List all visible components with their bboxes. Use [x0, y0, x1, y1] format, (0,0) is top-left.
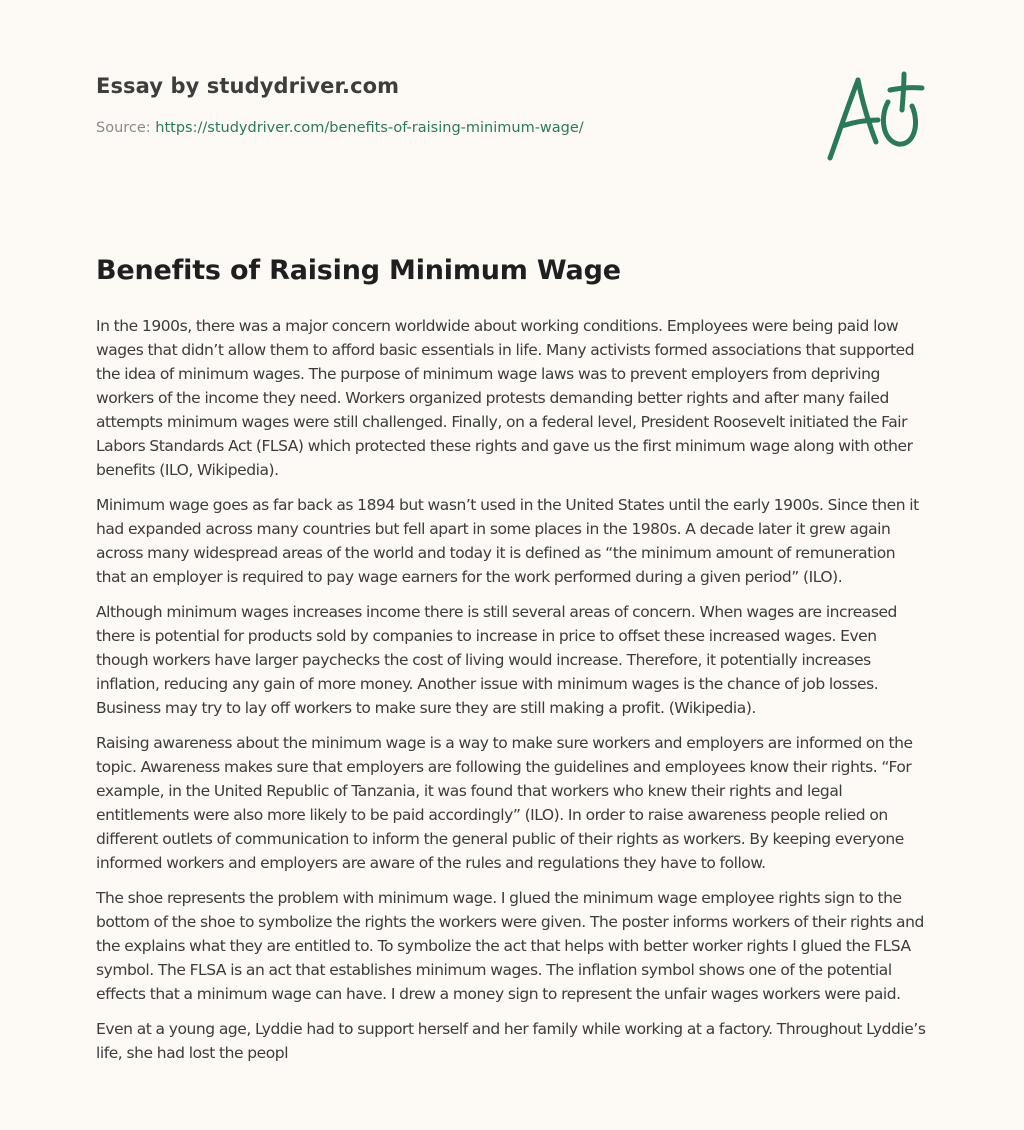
- source-label: Source:: [96, 120, 151, 136]
- paragraph: Even at a young age, Lyddie had to support herself and her family while working at a factory. Throughout Lyddie’s life, she had lost the peopl: [96, 1020, 926, 1062]
- paragraph: Minimum wage goes as far back as 1894 but wasn’t used in the United States until the early 1900s. Since then it had expanded across many countries but fell apart in some places in the 1980s. A decade later it grew again across many widespread areas of the world and today it is defined as “the minimum amount of remuneration that an employer is required to pay wage earners for the work performed during a given period” (ILO).: [96, 496, 919, 586]
- essay-body: [96, 314, 928, 1076]
- paragraph: Although minimum wages increases income there is still several areas of concern. When wages are increased there is potential for products sold by companies to increase in price to offset these increased wages. Even though workers have larger paychecks the cost of living would increase. Therefore, it potentially increases inflation, reducing any gain of more money. Another issue with minimum wages is the chance of job losses. Business may try to lay off workers to make sure they are still making a profit. (Wikipedia).: [96, 603, 897, 717]
- paragraph: In the 1900s, there was a major concern worldwide about working conditions. Employees were being paid low wages that didn’t allow them to afford basic essentials in life. Many activists formed associations that supported the idea of minimum wages. The purpose of minimum wage laws was to prevent employers from depriving workers of the income they need. Workers organized protests demanding better rights and after many failed attempts minimum wages were still challenged. Finally, on a federal level, President Roosevelt initiated the Fair Labors Standards Act (FLSA) which protected these rights and gave us the first minimum wage along with other benefits (ILO, Wikipedia).: [96, 317, 915, 479]
- essay-title: Benefits of Raising Minimum Wage: [96, 255, 621, 286]
- source-link[interactable]: https://studydriver.com/benefits-of-raising-minimum-wage/: [155, 120, 584, 136]
- site-title: Essay by studydriver.com: [96, 74, 400, 98]
- source-line: [96, 120, 656, 136]
- paragraph: The shoe represents the problem with minimum wage. I glued the minimum wage employee rights sign to the bottom of the shoe to symbolize the rights the workers were given. The poster informs workers of their rights and the explains what they are entitled to. To symbolize the act that helps with better worker rights I glued the FLSA symbol. The FLSA is an act that establishes minimum wages. The inflation symbol shows one of the potential effects that a minimum wage can have. I drew a money sign to represent the unfair wages workers were paid.: [96, 889, 924, 1003]
- a-plus-handwritten-icon: [820, 66, 930, 166]
- paragraph: Raising awareness about the minimum wage is a way to make sure workers and employers are informed on the topic. Awareness makes sure that employers are following the guidelines and employees know their rights. “For example, in the United Republic of Tanzania, it was found that workers who knew their rights and legal entitlements were also more likely to be paid accordingly” (ILO). In order to raise awareness people relied on different outlets of communication to inform the general public of their rights as workers. By keeping everyone informed workers and employers are aware of the rules and regulations they have to follow.: [96, 734, 913, 872]
- page-header: [96, 74, 656, 136]
